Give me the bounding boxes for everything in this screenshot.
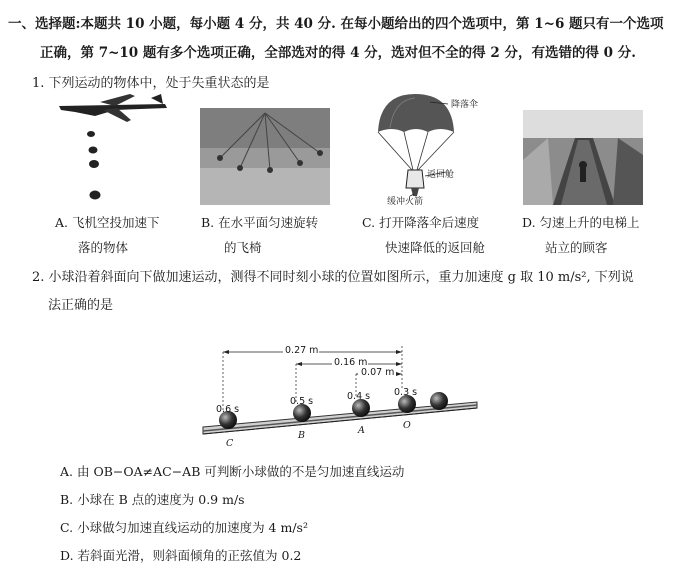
swing-ride-photo xyxy=(200,108,330,205)
q1-stem: 1. 下列运动的物体中，处于失重状态的是 xyxy=(32,76,270,91)
distance-label-3: 0.07 m xyxy=(361,367,395,378)
time-label-o: 0.3 s xyxy=(394,387,418,398)
distance-label-2: 0.16 m xyxy=(334,357,368,368)
q1-option-c: C. 打开降落伞后速度 快速降低的返回舱 xyxy=(362,215,486,255)
point-label-b: B xyxy=(298,430,305,441)
q1-option-a: A. 飞机空投加速下 落的物体 xyxy=(55,215,160,255)
point-label-c: C xyxy=(226,438,234,449)
q2-option-a: A. 由 OB−OA≠AC−AB 可判断小球做的不是匀加速直线运动 xyxy=(60,464,405,479)
section-heading-line2: 正确，第 7~10 题有多个选项正确，全部选对的得 4 分，选对但不全的得 2 分，有选错的得 0 分. xyxy=(40,45,636,61)
capsule-label: 返回舱 xyxy=(427,170,455,180)
time-label-b: 0.5 s xyxy=(290,396,314,407)
escalator-photo xyxy=(523,110,643,205)
incline-diagram xyxy=(195,338,485,453)
point-label-a: A xyxy=(358,425,365,436)
parachute-capsule-image xyxy=(370,92,500,208)
q2-stem-line2: 法正确的是 xyxy=(48,298,114,313)
q1-option-d: D. 匀速上升的电梯上 站立的顾客 xyxy=(522,215,640,255)
section-heading-line1: 一、选择题:本题共 10 小题，每小题 4 分，共 40 分. 在每小题给出的四个选项中，第 1~6 题只有一个选项 xyxy=(8,16,664,32)
q1-option-b: B. 在水平面匀速旋转 的飞椅 xyxy=(201,215,319,255)
q2-option-c: C. 小球做匀加速直线运动的加速度为 4 m/s² xyxy=(60,520,308,535)
time-label-c: 0.6 s xyxy=(216,404,240,415)
point-label-o: O xyxy=(403,420,411,431)
parachute-label: 降落伞 xyxy=(451,100,479,110)
distance-label-1: 0.27 m xyxy=(285,345,319,356)
q2-option-d: D. 若斜面光滑，则斜面倾角的正弦值为 0.2 xyxy=(60,548,302,563)
rocket-label: 缓冲火箭 xyxy=(387,197,424,207)
q2-stem-line1: 2. 小球沿着斜面向下做加速运动，测得不同时刻小球的位置如图所示，重力加速度 g 取 10 m/s², 下列说 xyxy=(32,270,634,285)
airplane-airdrop-image xyxy=(55,92,170,207)
time-label-a: 0.4 s xyxy=(347,391,371,402)
q2-option-b: B. 小球在 B 点的速度为 0.9 m/s xyxy=(60,492,245,507)
